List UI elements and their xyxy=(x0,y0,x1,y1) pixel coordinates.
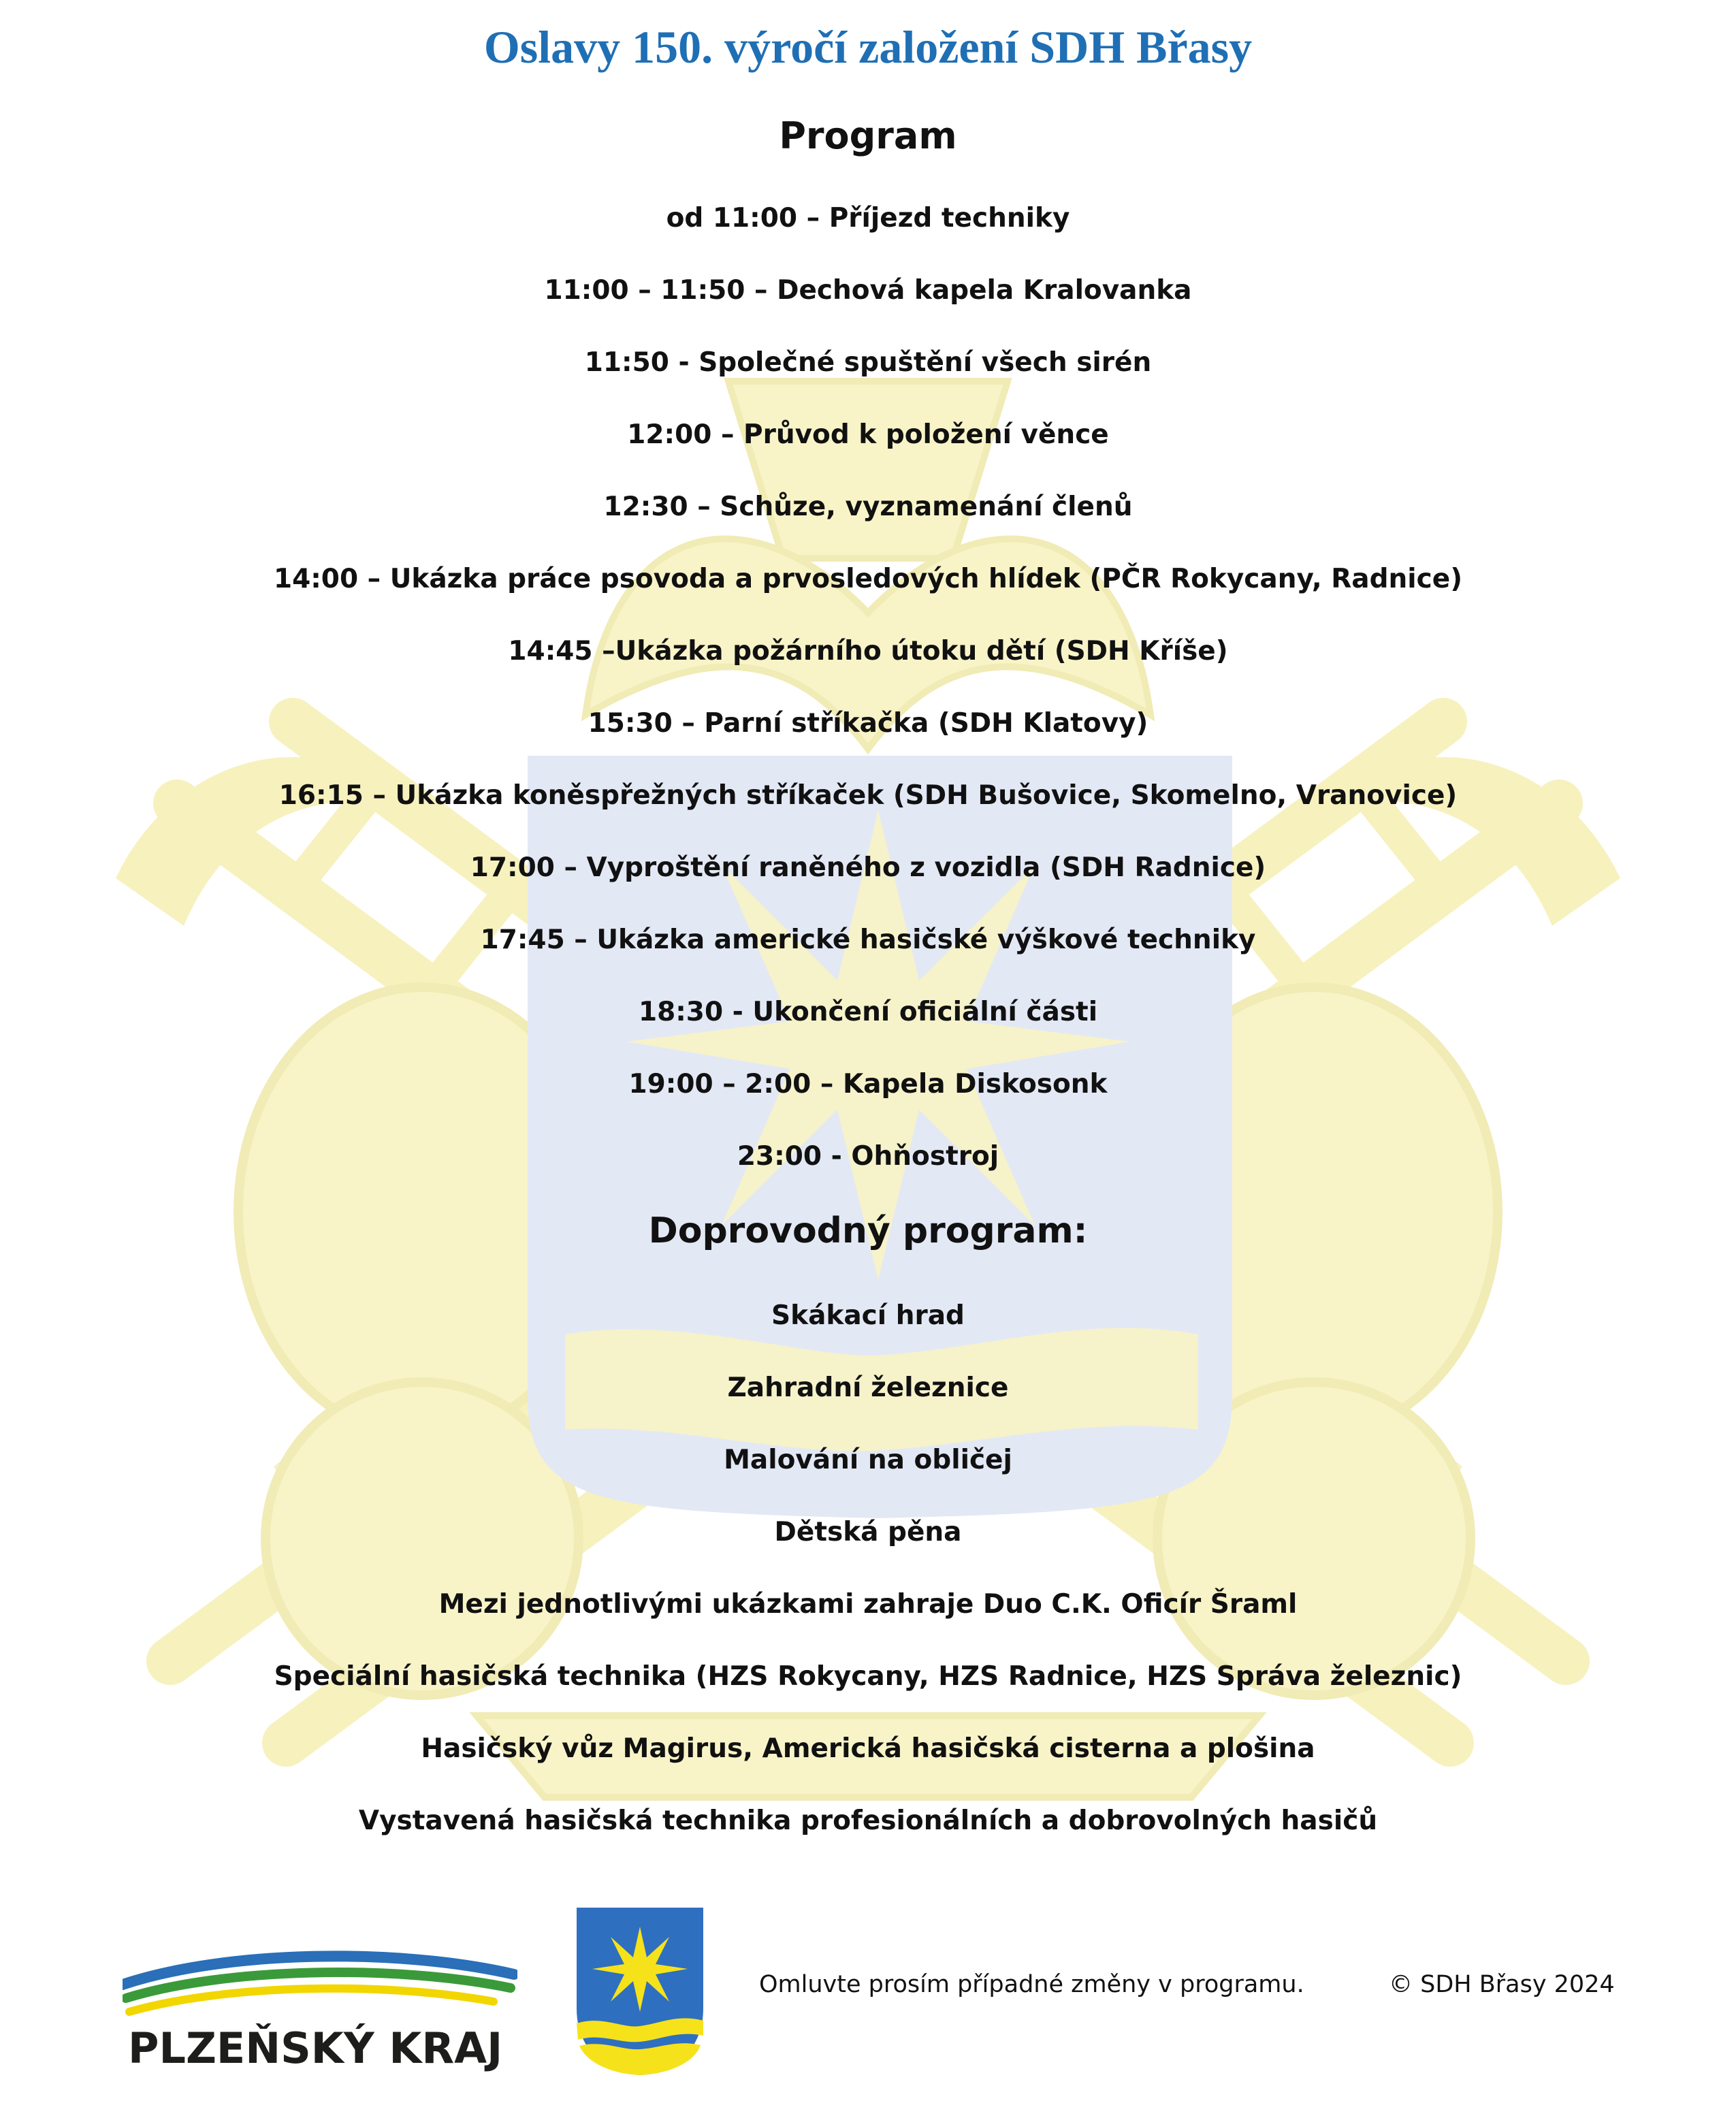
program-item: 17:45 – Ukázka americké hasičské výškové techniky xyxy=(480,925,1256,955)
program-item: 15:30 – Parní stříkačka (SDH Klatovy) xyxy=(588,708,1148,739)
program-item: 18:30 - Ukončení oficiální části xyxy=(638,997,1098,1027)
accompanying-item: Skákací hrad xyxy=(771,1300,965,1331)
program-item: od 11:00 – Příjezd techniky xyxy=(666,203,1070,234)
accompanying-item: Hasičský vůz Magirus, Americká hasičská cisterna a plošina xyxy=(421,1733,1315,1764)
page-title: Oslavy 150. výročí založení SDH Břasy xyxy=(483,21,1253,73)
program-item: 11:00 – 11:50 – Dechová kapela Kralovanka xyxy=(544,275,1192,306)
program-item: 14:00 – Ukázka práce psovoda a prvosledových hlídek (PČR Rokycany, Radnice) xyxy=(273,564,1463,594)
program-heading: Program xyxy=(779,114,957,157)
accompanying-item: Zahradní železnice xyxy=(727,1373,1009,1403)
program-item: 12:00 – Průvod k položení věnce xyxy=(627,419,1109,450)
accompanying-item: Dětská pěna xyxy=(774,1517,962,1547)
accompanying-item: Malování na obličej xyxy=(724,1445,1012,1475)
program-item: 17:00 – Vyproštění raněného z vozidla (SDH Radnice) xyxy=(470,852,1266,883)
program-item: 23:00 - Ohňostroj xyxy=(737,1141,999,1172)
program-item: 11:50 - Společné spuštění všech sirén xyxy=(584,347,1152,378)
program-item: 14:45 –Ukázka požárního útoku dětí (SDH Kříše) xyxy=(508,636,1228,667)
program-item: 16:15 – Ukázka koněspřežných stříkaček (SDH Bušovice, Skomelno, Vranovice) xyxy=(278,780,1458,811)
program-item: 12:30 – Schůze, vyznamenání členů xyxy=(603,492,1133,522)
accompanying-item: Vystavená hasičská technika profesionálních a dobrovolných hasičů xyxy=(358,1806,1378,1836)
plzensky-kraj-logo xyxy=(123,1944,517,2073)
accompanying-item: Mezi jednotlivými ukázkami zahraje Duo C.K. Oficír Šraml xyxy=(438,1589,1298,1620)
accompanying-heading: Doprovodný program: xyxy=(648,1210,1088,1251)
program-item: 19:00 – 2:00 – Kapela Diskosonk xyxy=(628,1069,1108,1100)
changes-disclaimer: Omluvte prosím případné změny v programu. xyxy=(759,1971,1304,1998)
plzensky-kraj-logo-text: PLZEŇSKÝ KRAJ xyxy=(128,2023,503,2073)
copyright: © SDH Břasy 2024 xyxy=(1389,1971,1615,1998)
brasy-coat-of-arms-icon xyxy=(575,1906,705,2076)
accompanying-item: Speciální hasičská technika (HZS Rokycany, HZS Radnice, HZS Správa železnic) xyxy=(274,1661,1462,1692)
